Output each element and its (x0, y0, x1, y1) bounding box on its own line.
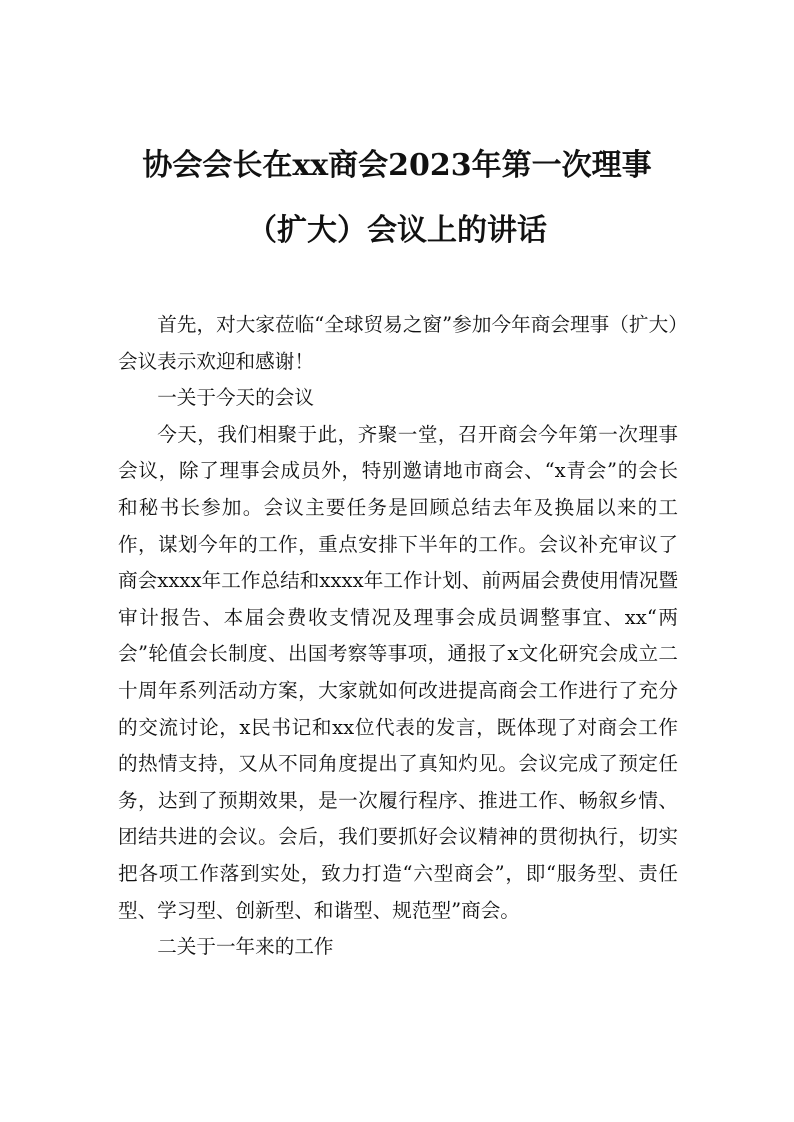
paragraph-welcome: 首先，对大家莅临“全球贸易之窗”参加今年商会理事（扩大）会议表示欢迎和感谢！ (118, 313, 678, 373)
document-body (118, 307, 678, 966)
section-heading-meeting: 一关于今天的会议 (157, 386, 314, 410)
document-title-line-2: （扩大）会议上的讲话 (247, 213, 547, 248)
section-heading-year-work: 二关于一年来的工作 (157, 935, 334, 959)
document-title-line-1: 协会会长在xx商会2023年第一次理事 (142, 148, 652, 183)
paragraph-meeting-summary: 今天，我们相聚于此，齐聚一堂，召开商会今年第一次理事会议，除了理事会成员外，特别邀请地市商会、“x青会”的会长和秘书长参加。会议主要任务是回顾总结去年及换届以来的工作，谋划今年的工作，重点安排下半年的工作。会议补充审议了商会xxxx年工作总结和xxxx年工作计划、前两届会费使用情况暨审计报告、本届会费收支情况及理事会成员调整事宜、xx“两会”轮值会长制度、出国考察等事项，通报了x文化研究会成立二十周年系列活动方案，大家就如何改进提高商会工作进行了充分的交流讨论，x民书记和xx位代表的发言，既体现了对商会工作的热情支持，又从不同角度提出了真知灼见。会议完成了预定任务，达到了预期效果，是一次履行程序、推进工作、畅叙乡情、团结共进的会议。会后，我们要抓好会议精神的贯彻执行，切实把各项工作落到实处，致力打造“六型商会”，即“服务型、责任型、学习型、创新型、和谐型、规范型”商会。 (118, 422, 678, 922)
